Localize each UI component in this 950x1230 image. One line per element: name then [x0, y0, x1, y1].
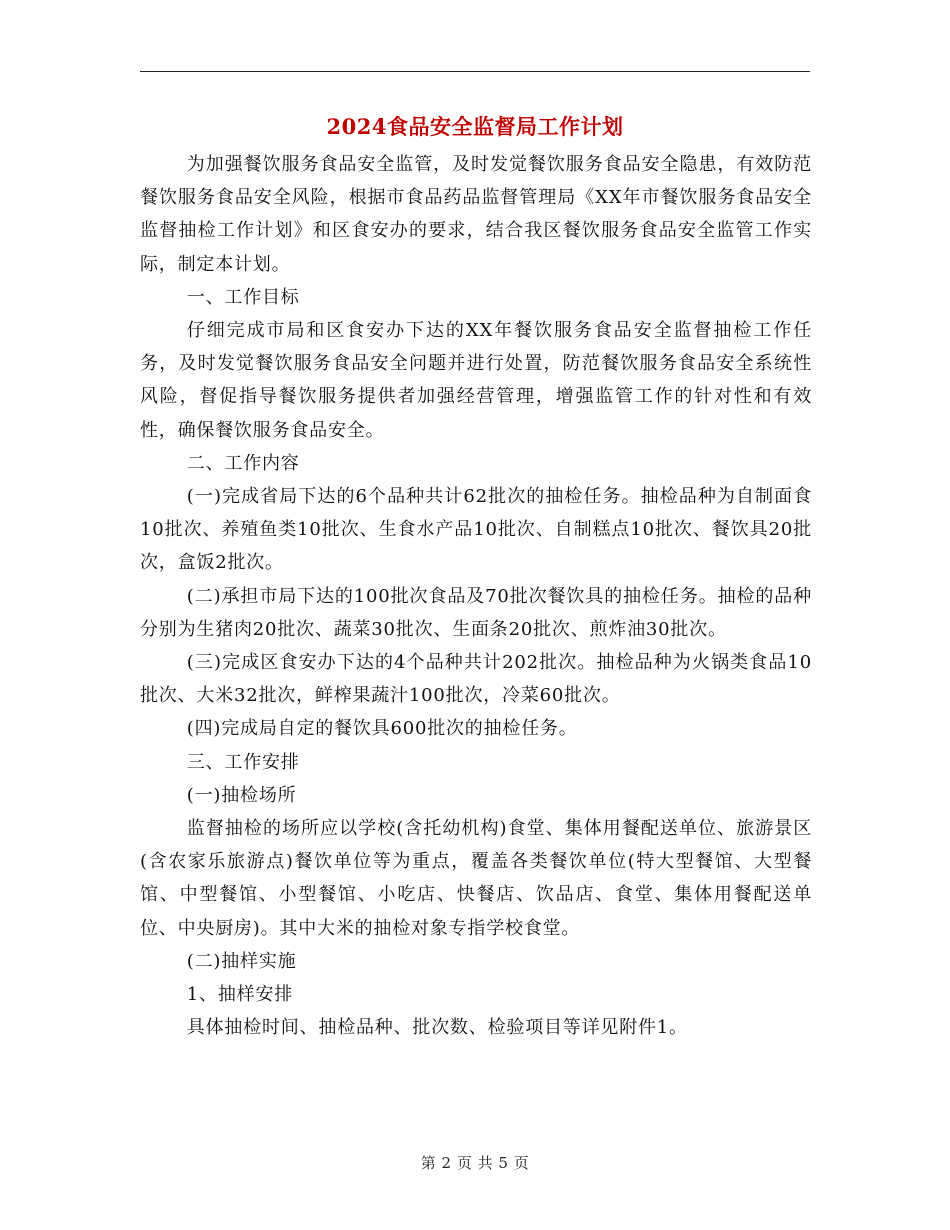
header-rule	[140, 71, 810, 72]
page-number-label: 第 2 页 共 5 页	[420, 1154, 530, 1172]
heading-work-arrangement: 三、工作安排	[186, 751, 300, 773]
page-footer	[0, 1152, 950, 1173]
paragraph-inspection-sites: 监督抽检的场所应以学校(含托幼机构)食堂、集体用餐配送单位、旅游景区(含农家乐旅游点)餐饮单位等为重点，覆盖各类餐饮单位(特大型餐馆、大型餐馆、中型餐馆、小型餐馆、小吃店、快餐店、饮品店、食堂、集体用餐配送单位、中央厨房)。其中大米的抽检对象专指学校食堂。	[140, 818, 812, 939]
paragraph-content-2: (二)承担市局下达的100批次食品及70批次餐饮具的抽检任务。抽检的品种分别为生猪肉20批次、蔬菜30批次、生面条20批次、煎炸油30批次。	[140, 585, 812, 640]
document-body	[140, 148, 812, 1044]
paragraph-work-goals: 仔细完成市局和区食安办下达的XX年餐饮服务食品安全监督抽检工作任务，及时发觉餐饮服务食品安全问题并进行处置，防范餐饮服务食品安全系统性风险，督促指导餐饮服务提供者加强经营管理，增强监管工作的针对性和有效性，确保餐饮服务食品安全。	[140, 320, 812, 441]
paragraph-intro: 为加强餐饮服务食品安全监管，及时发觉餐饮服务食品安全隐患，有效防范餐饮服务食品安全风险，根据市食品药品监督管理局《XX年市餐饮服务食品安全监督抽检工作计划》和区食安办的要求，结合我区餐饮服务食品安全监管工作实际，制定本计划。	[140, 154, 812, 275]
paragraph-content-1: (一)完成省局下达的6个品种共计62批次的抽检任务。抽检品种为自制面食10批次、养殖鱼类10批次、生食水产品10批次、自制糕点10批次、餐饮具20批次，盒饭2批次。	[140, 486, 812, 574]
heading-work-goals: 一、工作目标	[186, 286, 300, 308]
paragraph-sampling-plan: 具体抽检时间、抽检品种、批次数、检验项目等详见附件1。	[186, 1017, 688, 1039]
subheading-sampling: (二)抽样实施	[186, 950, 297, 972]
paragraph-content-3: (三)完成区食安办下达的4个品种共计202批次。抽检品种为火锅类食品10批次、大米32批次，鲜榨果蔬汁100批次，冷菜60批次。	[140, 652, 812, 707]
document-title: 2024食品安全监督局工作计划	[326, 114, 624, 139]
paragraph-content-4: (四)完成局自定的餐饮具600批次的抽检任务。	[186, 718, 578, 740]
heading-work-content: 二、工作内容	[186, 452, 300, 474]
subheading-inspection-sites: (一)抽检场所	[186, 784, 297, 806]
subheading-sampling-plan: 1、抽样安排	[186, 984, 294, 1006]
